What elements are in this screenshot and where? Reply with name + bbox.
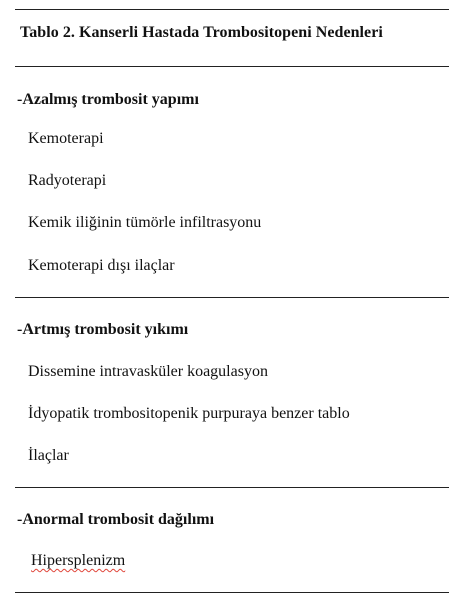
list-item: Radyoterapi — [28, 172, 107, 189]
section-heading-abnormal-distribution: -Anormal trombosit dağılımı — [17, 511, 215, 528]
list-item: Dissemine intravasküler koagulasyon — [28, 363, 268, 380]
section-heading-decreased-production: -Azalmış trombosit yapımı — [17, 91, 199, 108]
list-item: İdyopatik trombositopenik purpuraya benzer tablo — [28, 405, 350, 422]
title-rule — [15, 66, 449, 67]
list-item: Kemik iliğinin tümörle infiltrasyonu — [28, 214, 262, 231]
section-rule — [15, 297, 449, 298]
list-item: İlaçlar — [28, 447, 69, 464]
spellcheck-underlined-text: Hipersplenizm — [31, 552, 126, 569]
section-heading-increased-destruction: -Artmış trombosit yıkımı — [17, 321, 189, 338]
top-rule — [15, 9, 449, 10]
section-rule — [15, 487, 449, 488]
list-item — [31, 552, 125, 570]
list-item: Kemoterapi — [28, 130, 104, 147]
table-title: Tablo 2. Kanserli Hastada Trombositopeni Nedenleri — [20, 24, 383, 41]
bottom-rule — [15, 592, 449, 593]
list-item: Kemoterapi dışı ilaçlar — [28, 257, 175, 274]
